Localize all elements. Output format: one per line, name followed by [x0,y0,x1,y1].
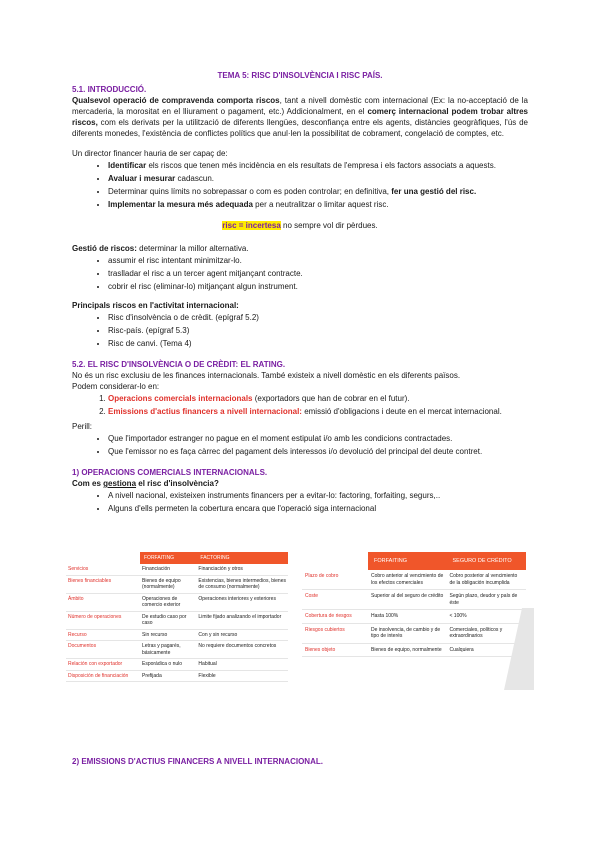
table-cell: Financiación y otros [196,564,288,575]
principals-list [72,312,528,349]
list-item: • Que l'emissor no es faça càrrec del pagament dels interessos i/o devolució del principal del deute contret. [108,446,528,457]
table-row [302,643,526,657]
table-row [66,629,288,641]
table-row-label: Bienes financiables [66,575,140,593]
table-cell: Bienes de equipo, normalmente [368,643,447,657]
s52-paragraph-2: Podem considerar-lo en: [72,382,160,391]
list-item: • Risc d'insolvència o de crèdit. (epígraf 5.2) [108,312,528,323]
table-row-label: Relación con exportador [66,659,140,671]
intro-paragraph: Qualsevol operació de compravenda comporta riscos, tant a nivell domèstic com internacional (Ex: la no-acceptació de la mercaderia, la morositat en el lliurament o pagament, etc.) Addicionalment, en el comerç internacional podem trobar altres riscos, com els derivats per la utilització de diferents llengües, desconfiança entre els agents, distàncies geogràfiques, l'ús de diferents monedes, l'existència de conflictes polítics que anul·len la possibilitat de cobrament, congelació de comptes, etc. [72,96,528,138]
table-row-label: Riesgos cubiertos [302,623,368,643]
section-heading-2: 2) EMISSIONS D'ACTIUS FINANCERS A NIVELL INTERNACIONAL. [72,757,323,766]
table-header-cell: FACTORING [196,552,288,564]
forfaiting-factoring-table [66,552,288,682]
table-row [302,623,526,643]
list-item: • Risc de canvi. (Tema 4) [108,338,528,349]
table-row [66,564,288,575]
list-item: • Identificar els riscos que tenen més incidència en els resultats de l'empresa i els factors associats a aquests. [108,160,528,171]
table-row-label: Bienes objeto [302,643,368,657]
gestio-riscos: Gestió de riscos: determinar la millor alternativa. [72,244,249,253]
table-row-label: Documentos [66,641,140,659]
table-cell: De insolvencia, de cambio y de tipo de interés [368,623,447,643]
list-item: • cobrir el risc (eliminar-lo) mitjançant algun instrument. [108,281,528,292]
table-row [302,590,526,610]
table-row-label: Coste [302,590,368,610]
table-cell: Letras y pagarés, básicamente [140,641,196,659]
table-cell: Cobro anterior al vencimiento de los efectos comerciales [368,570,447,590]
perill-label: Perill: [72,422,93,431]
list-item: 1. Operacions comercials internacionals (exportadors que han de cobrar en el futur). [108,393,528,404]
table-cell: Superior al del seguro de crédito [368,590,447,610]
list-item: 2. Emissions d'actius financers a nivell internacional: emissió d'obligacions i deute en el mercat internacional. [108,406,528,417]
table-cell: Operaciones interiores y exteriores [196,593,288,611]
forfaiting-seguro-table [302,552,526,657]
section-heading-1: 1) OPERACIONS COMERCIALS INTERNACIONALS. [72,468,268,477]
table-cell: De estudio caso por caso [140,611,196,629]
perill-list [72,433,528,457]
list-item: • Risc-país. (epígraf 5.3) [108,325,528,336]
table-cell: Existencias, bienes intermedios, bienes de consumo (normalmente) [196,575,288,593]
page-title: TEMA 5: RISC D'INSOLVÈNCIA I RISC PAÍS. [217,71,383,80]
principals-riscos: Principals riscos en l'activitat internacional: [72,301,239,310]
table-cell: Bienes de equipo (normalmente) [140,575,196,593]
list-item: • Alguns d'ells permeten la cobertura encara que l'operació siga internacional [108,503,528,514]
list-item: • traslladar el risc a un tercer agent mitjançant contracte. [108,268,528,279]
table-row-label: Número de operaciones [66,611,140,629]
table-cell: Financiación [140,564,196,575]
list-item: • Determinar quins límits no sobrepassar o com es poden controlar; en definitiva, fer una gestió del risc. [108,186,528,197]
risc-definition: risc = incertesa no sempre vol dir pèrdues. [222,221,378,230]
list-item: • Avaluar i mesurar cadascun. [108,173,528,184]
section-heading-5-1: 5.1. INTRODUCCIÓ. [72,85,147,94]
instruments-list [72,490,528,514]
table-row-label: Plazo de cobro [302,570,368,590]
table-cell: Hasta 100% [368,610,447,624]
list-item: • Implementar la mesura més adequada per a neutralitzar o limitar aquest risc. [108,199,528,210]
table-row-label: Cobertura de riesgos [302,610,368,624]
comparison-tables [66,552,536,702]
list-item: • A nivell nacional, existeixen instruments financers per a evitar-lo: factoring, forfaiting, segurs,.. [108,490,528,501]
table-cell: Cobro posterior al vencimiento de la obligación incumplida [447,570,527,590]
gestio-list [72,255,528,292]
table-cell: Cualquiera [447,643,527,657]
list-item: • assumir el risc intentant minimitzar-lo. [108,255,528,266]
table-row [302,610,526,624]
document-page [72,70,528,516]
table-cell: < 100% [447,610,527,624]
table-cell: Comerciales, políticos y extraordinarios [447,623,527,643]
table-cell: Con y sin recurso [196,629,288,641]
s52-paragraph-1: No és un risc exclusiu de les finances internacionals. També existeix a nivell domèstic en els diferents països. [72,371,461,380]
table-row [66,670,288,682]
decorative-slash-shape [504,608,534,690]
table-cell: No requiere documentos concretos [196,641,288,659]
table-row [66,593,288,611]
table-cell: Prefijada [140,670,196,682]
table-cell: Operaciones de comercio exterior [140,593,196,611]
table-header-cell: SEGURO DE CRÉDITO [447,552,527,570]
gestiona-question: Com es gestiona el risc d'insolvència? [72,479,219,488]
consider-list [72,393,528,417]
director-list [72,160,528,210]
table-row-label: Ámbito [66,593,140,611]
list-item: • Que l'importador estranger no pague en el moment estipulat i/o amb les condicions contractades. [108,433,528,444]
table-row [302,570,526,590]
table-row [66,641,288,659]
director-intro: Un director financer hauria de ser capaç de: [72,149,228,158]
table-row-label: Servicios [66,564,140,575]
table-cell: Habitual [196,659,288,671]
table-row-label: Disposición de financiación [66,670,140,682]
section-heading-5-2: 5.2. EL RISC D'INSOLVÈNCIA O DE CRÈDIT: EL RATING. [72,360,286,369]
table-row [66,575,288,593]
table-cell: Flexible [196,670,288,682]
table-header-cell [66,552,140,564]
table-row [66,611,288,629]
table-cell: Sin recurso [140,629,196,641]
table-header-cell: FORFAITING [368,552,447,570]
table-row-label: Recurso [66,629,140,641]
table-cell: Según plazo, deudor y país de éste [447,590,527,610]
table-cell: Limite fijado analizando el importador [196,611,288,629]
table-header-cell [302,552,368,570]
table-row [66,659,288,671]
table-header-cell: FORFAITING [140,552,196,564]
table-cell: Esporádica o nulo [140,659,196,671]
